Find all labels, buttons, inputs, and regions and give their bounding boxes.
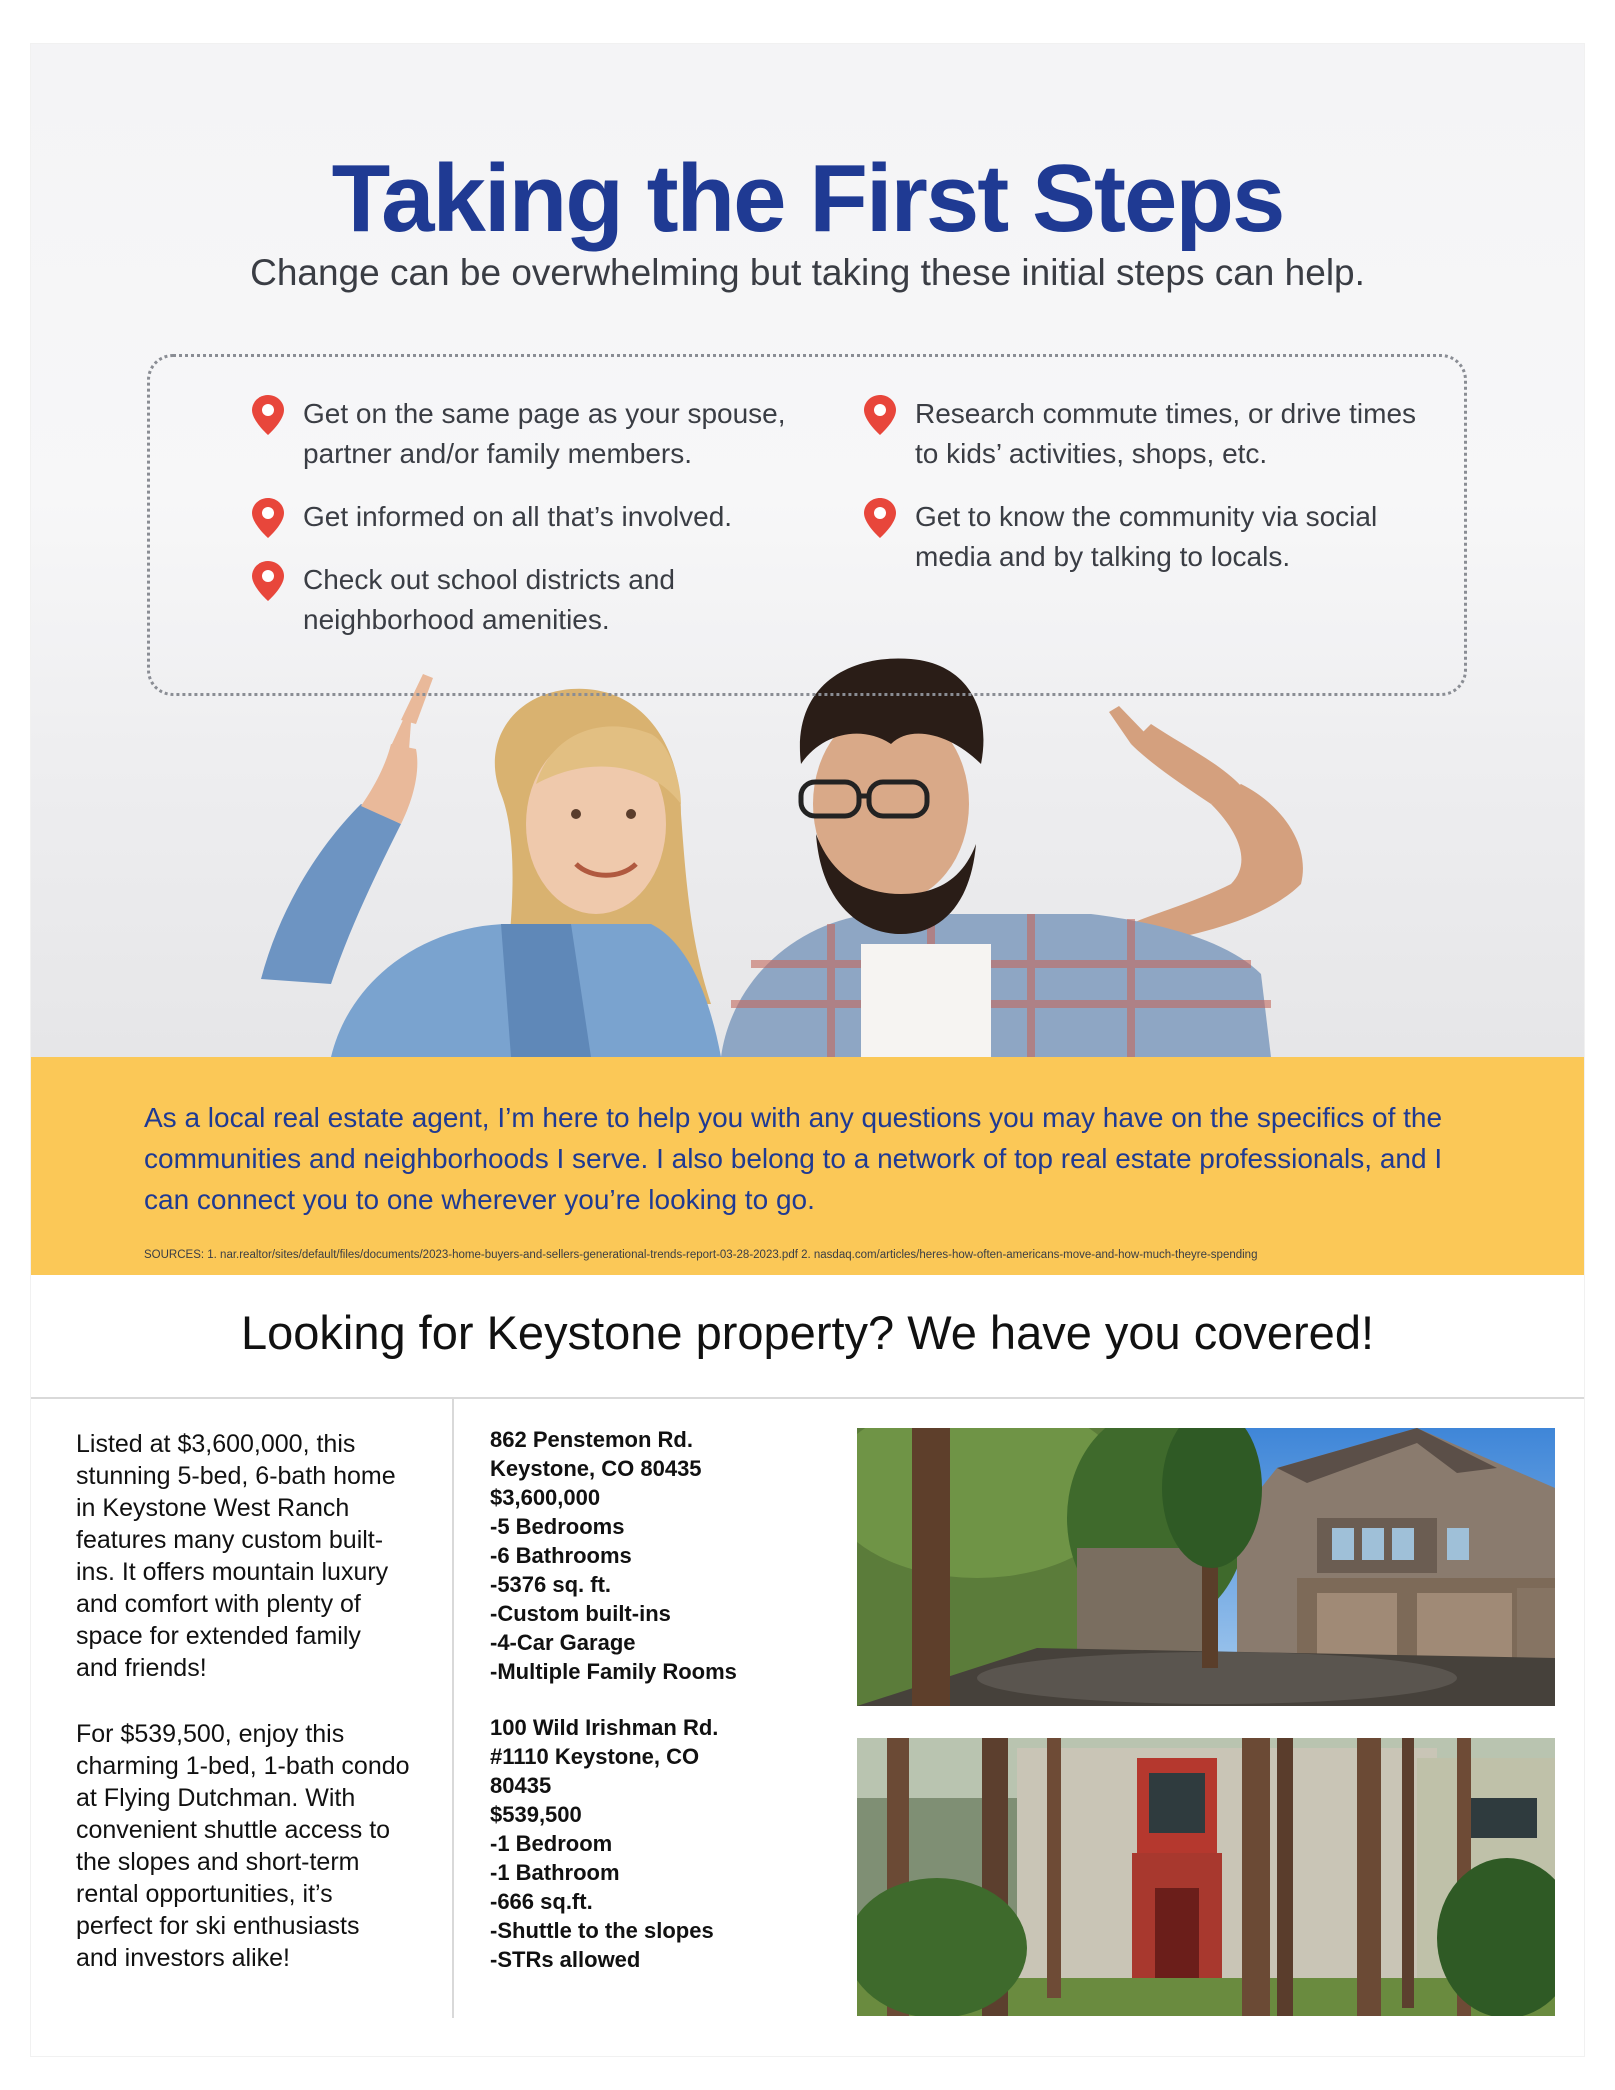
tip-text-line: to kids’ activities, shops, etc. — [915, 438, 1268, 469]
tip-item — [915, 497, 1377, 577]
condo-photo-wild-irishman — [857, 1738, 1555, 2016]
description-line: space for extended family — [76, 1622, 361, 1650]
description-line: and investors alike! — [76, 1944, 291, 1972]
tip-text-line: Get to know the community via social — [915, 501, 1378, 532]
tip-item — [303, 560, 675, 640]
tip-text-line: media and by talking to locals. — [915, 541, 1291, 572]
spec-line: -666 sq.ft. — [490, 1889, 593, 1914]
agent-note-line: As a local real estate agent, I’m here to help you with any questions you may have on the specifics of the — [144, 1102, 1443, 1133]
agent-note-band — [31, 1057, 1584, 1275]
agent-note-text — [144, 1097, 1504, 1220]
spec-line: -1 Bathroom — [490, 1860, 620, 1885]
description-line: and friends! — [76, 1654, 207, 1682]
page-subtitle: Change can be overwhelming but taking these initial steps can help. — [250, 252, 1365, 293]
spec-line: 100 Wild Irishman Rd. — [490, 1715, 719, 1740]
location-pin-icon — [251, 497, 285, 539]
listing-description — [76, 1718, 436, 1974]
description-line: ins. It offers mountain luxury — [76, 1558, 389, 1586]
location-pin-icon — [251, 560, 285, 602]
listings-heading: Looking for Keystone property? We have you covered! — [240, 1306, 1375, 1359]
description-line: convenient shuttle access to — [76, 1816, 391, 1844]
house-photo-penstemon — [857, 1428, 1555, 1706]
spec-line: -4-Car Garage — [490, 1630, 636, 1655]
spec-line: -Shuttle to the slopes — [490, 1918, 714, 1943]
location-pin-icon — [863, 497, 897, 539]
spec-line: -Custom built-ins — [490, 1601, 671, 1626]
tip-text-line: Get on the same page as your spouse, — [303, 398, 786, 429]
description-line: For $539,500, enjoy this — [76, 1720, 345, 1748]
tip-item — [915, 394, 1416, 474]
description-line: the slopes and short-term — [76, 1848, 360, 1876]
tip-text-line: Get informed on all that’s involved. — [303, 501, 733, 532]
description-line: rental opportunities, it’s — [76, 1880, 333, 1908]
description-line: stunning 5-bed, 6-bath home — [76, 1462, 396, 1490]
spec-line: $539,500 — [490, 1802, 582, 1827]
description-line: Listed at $3,600,000, this — [76, 1430, 356, 1458]
spec-line: 80435 — [490, 1773, 552, 1798]
location-pin-icon — [863, 394, 897, 436]
spec-line: -6 Bathrooms — [490, 1543, 632, 1568]
hero-section — [31, 44, 1584, 1057]
tip-item — [303, 394, 786, 474]
page-title: Taking the First Steps — [331, 145, 1284, 252]
woman-figure — [261, 674, 721, 1057]
description-line: perfect for ski enthusiasts — [76, 1912, 360, 1940]
tip-text-line: Check out school districts and — [303, 564, 675, 595]
spec-line: -5376 sq. ft. — [490, 1572, 612, 1597]
divider-horizontal — [31, 1397, 1584, 1399]
tip-text-line: partner and/or family members. — [303, 438, 693, 469]
listing-description — [76, 1428, 436, 1684]
description-line: and comfort with plenty of — [76, 1590, 361, 1618]
spec-line: #1110 Keystone, CO — [490, 1744, 700, 1769]
tips-box — [147, 354, 1467, 696]
description-line: charming 1-bed, 1-bath condo — [76, 1752, 410, 1780]
spec-line: -1 Bedroom — [490, 1831, 613, 1856]
spec-line: Keystone, CO 80435 — [490, 1456, 702, 1481]
description-line: features many custom built- — [76, 1526, 384, 1554]
description-line: at Flying Dutchman. With — [76, 1784, 356, 1812]
spec-line: -5 Bedrooms — [490, 1514, 625, 1539]
listing-specs — [490, 1713, 770, 1974]
agent-note-line: can connect you to one wherever you’re looking to go. — [144, 1184, 815, 1215]
spec-line: -Multiple Family Rooms — [490, 1659, 737, 1684]
tip-text-line: neighborhood amenities. — [303, 604, 610, 635]
sources-footnote: SOURCES: 1. nar.realtor/sites/default/files/documents/2023-home-buyers-and-sellers-generational-trends-report-03-28-2023.pdf 2. nasdaq.com/articles/heres-how-often-americans-move-and-how-much-theyre-spending — [144, 1249, 1258, 1261]
tip-text-line: Research commute times, or drive times — [915, 398, 1417, 429]
man-figure — [721, 658, 1303, 1057]
description-line: in Keystone West Ranch — [76, 1494, 350, 1522]
agent-note-line: communities and neighborhoods I serve. I also belong to a network of top real estate professionals, and I — [144, 1143, 1443, 1174]
tip-item — [303, 497, 732, 537]
spec-line: $3,600,000 — [490, 1485, 601, 1510]
spec-line: 862 Penstemon Rd. — [490, 1427, 693, 1452]
divider-vertical — [452, 1398, 454, 2018]
spec-line: -STRs allowed — [490, 1947, 641, 1972]
location-pin-icon — [251, 394, 285, 436]
listing-specs — [490, 1425, 770, 1686]
